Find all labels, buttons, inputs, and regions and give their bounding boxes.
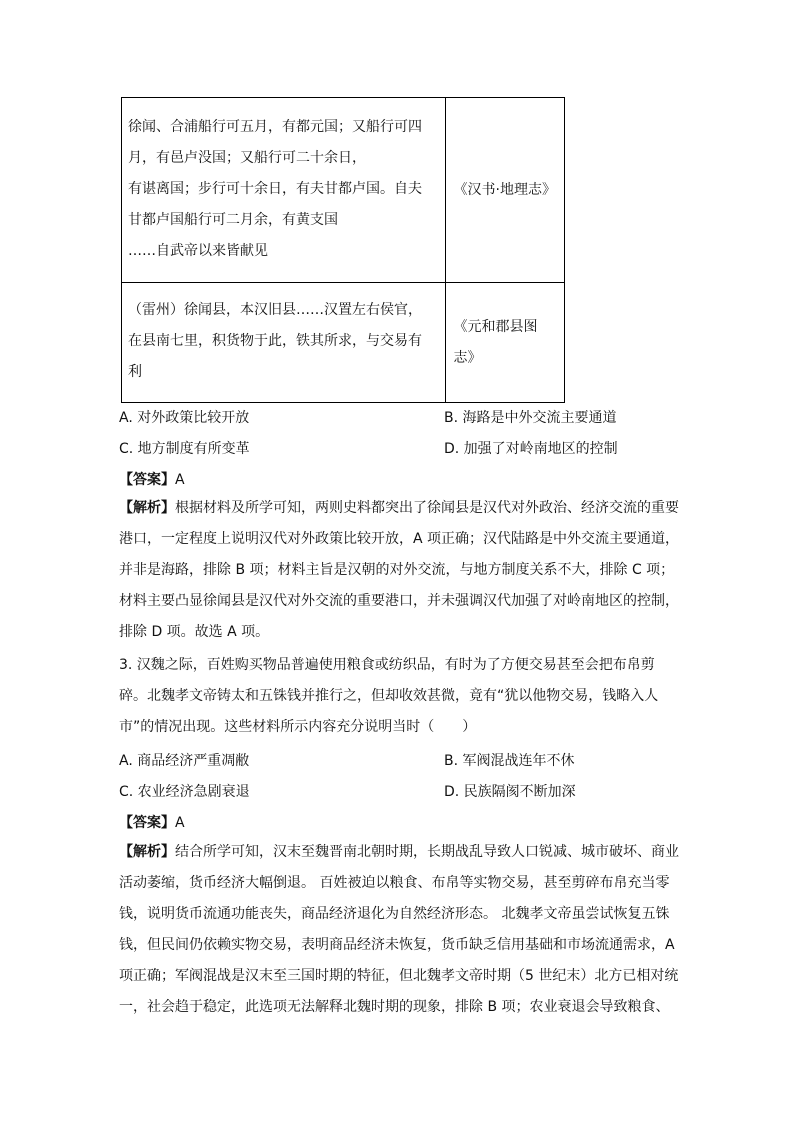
q2-option-b: B. 海路是中外交流主要通道 — [444, 410, 617, 426]
q3-stem — [119, 650, 679, 743]
stem-line: 市”的情况出现。这些材料所示内容充分说明当时（ ） — [119, 719, 477, 735]
analysis-line: 钱，说明货币流通功能丧失，商品经济退化为自然经济形态。 北魏孝文帝虽尝试恢复五铢 — [119, 906, 670, 922]
stem-line: 碎。北魏孝文帝铸太和五铢钱并推行之，但却收效甚微，竟有“犹以他物交易，钱略入人 — [119, 688, 659, 704]
answer-value: A — [175, 472, 185, 488]
text-line: 有谌离国；步行可十余日，有夫甘都卢国。自夫 — [128, 180, 422, 197]
analysis-label: 【解析】 — [119, 844, 175, 860]
table-row — [122, 283, 565, 403]
q3-option-a: A. 商品经济严重凋敝 — [119, 753, 250, 769]
q2-option-d: D. 加强了对岭南地区的控制 — [444, 441, 618, 457]
analysis-line: 钱，但民间仍依赖实物交易，表明商品经济未恢复，货币缺乏信用基础和市场流通需求，A — [119, 937, 675, 953]
text-line: 月，有邑卢没国；又船行可二十余日， — [128, 149, 366, 166]
q3-option-b: B. 军阀混战连年不休 — [444, 753, 575, 769]
source-title-line: 志》 — [453, 349, 482, 366]
text-line: 在县南七里，积货物于此，铁其所求，与交易有 — [128, 333, 422, 349]
source-table — [121, 97, 565, 403]
analysis-label: 【解析】 — [119, 500, 175, 516]
text-line: 利 — [128, 364, 142, 380]
table-cell-text — [122, 283, 446, 403]
q3-answer — [119, 812, 185, 832]
q3-analysis — [119, 837, 679, 1023]
answer-label: 【答案】 — [119, 472, 175, 488]
analysis-line: 港口，一定程度上说明汉代对外政策比较开放，A 项正确；汉代陆路是中外交流主要通道， — [119, 531, 680, 547]
analysis-line: 并非是海路，排除 B 项；材料主旨是汉朝的对外交流，与地方制度关系不大，排除 C 项； — [119, 562, 675, 578]
analysis-line: 一，社会趋于稳定，此选项无法解释北魏时期的现象，排除 B 项；农业衰退会导致粮食、 — [119, 999, 670, 1015]
table-row — [122, 98, 565, 283]
text-line: （雷州）徐闻县，本汉旧县……汉置左右侯官， — [128, 302, 422, 318]
q2-analysis — [119, 493, 679, 648]
answer-value: A — [175, 815, 185, 831]
q3-option-c: C. 农业经济急剧衰退 — [119, 784, 250, 800]
analysis-line: 项正确；军阀混战是汉末至三国时期的特征，但北魏孝文帝时期（5 世纪末）北方已相对统 — [119, 968, 679, 984]
analysis-line: 活动萎缩，货币经济大幅倒退。 百姓被迫以粮食、布帛等实物交易，甚至剪碎布帛充当零 — [119, 875, 670, 891]
table-cell-text — [122, 98, 446, 283]
analysis-line: 材料主要凸显徐闻县是汉代对外交流的重要港口，并未强调汉代加强了对岭南地区的控制， — [119, 593, 679, 609]
source-title: 《汉书·地理志》 — [453, 181, 556, 198]
q2-option-c: C. 地方制度有所变革 — [119, 441, 250, 457]
analysis-line: 排除 D 项。故选 A 项。 — [119, 624, 270, 640]
text-line: 徐闻、合浦船行可五月，有都元国；又船行可四 — [128, 118, 422, 135]
table-cell-source — [445, 283, 564, 403]
table-cell-source — [445, 98, 564, 283]
text-line: ……自武帝以来皆献见 — [128, 242, 268, 259]
q2-answer — [119, 469, 185, 489]
text-line: 甘都卢国船行可二月余，有黄支国 — [128, 211, 338, 228]
stem-line: 3. 汉魏之际，百姓购买物品普遍使用粮食或纺织品，有时为了方便交易甚至会把布帛剪 — [119, 657, 655, 673]
q2-option-a: A. 对外政策比较开放 — [119, 410, 250, 426]
q3-option-d: D. 民族隔阂不断加深 — [444, 784, 576, 800]
analysis-line: 【解析】结合所学可知，汉末至魏晋南北朝时期，长期战乱导致人口锐减、城市破坏、商业 — [119, 844, 679, 860]
analysis-line: 【解析】根据材料及所学可知，两则史料都突出了徐闻县是汉代对外政治、经济交流的重要 — [119, 500, 679, 516]
source-title-line: 《元和郡县图 — [453, 318, 538, 335]
answer-label: 【答案】 — [119, 815, 175, 831]
